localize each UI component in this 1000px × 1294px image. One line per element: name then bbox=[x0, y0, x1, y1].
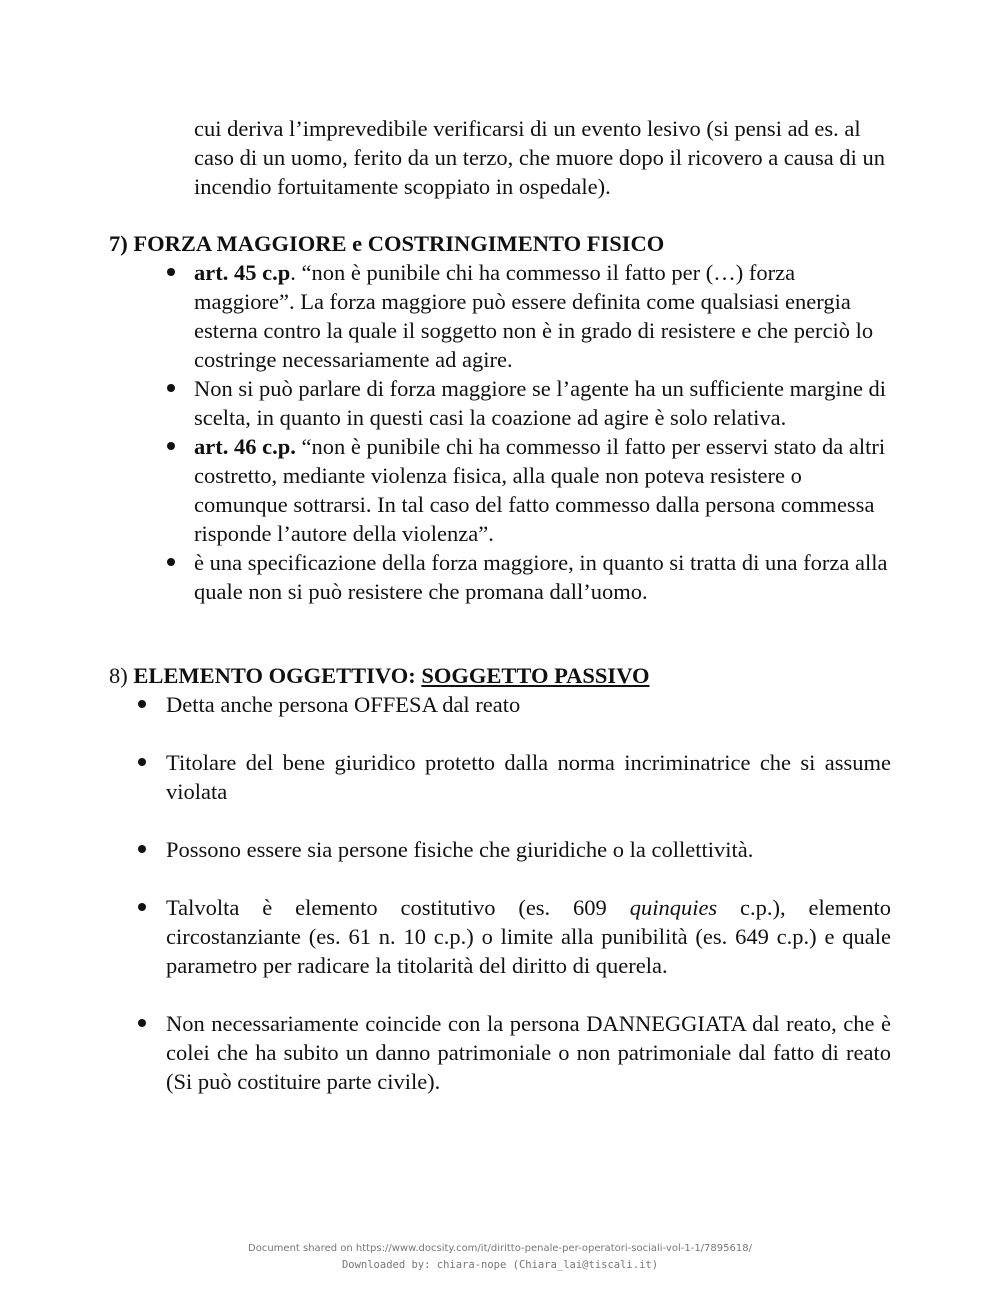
bullet-icon bbox=[138, 758, 146, 766]
section-heading-underlined: SOGGETTO PASSIVO bbox=[421, 663, 650, 688]
bullet-icon bbox=[138, 903, 146, 911]
continuation-paragraph: cui deriva l’imprevedibile verificarsi di un evento lesivo (si pensi ad es. al caso di un uomo, ferito da un terzo, che muore dopo il ricovero a causa di un incendio fortuitamente scoppiato in ospedale). bbox=[194, 116, 886, 199]
bullet-icon bbox=[167, 384, 175, 392]
footer-downloaded-by: Downloaded by: chiara-nope (Chiara_lai@tiscali.it) bbox=[341, 1259, 659, 1271]
list-item bbox=[166, 893, 891, 980]
list-item bbox=[166, 835, 891, 864]
bullet-icon bbox=[138, 1019, 146, 1027]
list-item-text: Titolare del bene giuridico protetto dalla norma incriminatrice che si assume violata bbox=[166, 750, 891, 804]
article-reference: art. 45 c.p bbox=[194, 260, 291, 285]
list-item-text: Possono essere sia persone fisiche che giuridiche o la collettività. bbox=[166, 837, 754, 862]
footer-shared-link[interactable]: Document shared on https://www.docsity.com/it/diritto-penale-per-operatori-sociali-vol-1-1/7895618/ bbox=[248, 1243, 752, 1254]
list-item bbox=[194, 258, 891, 374]
list-item bbox=[166, 748, 891, 806]
list-item-text: Detta anche persona OFFESA dal reato bbox=[166, 692, 521, 717]
section-7-heading: 7) FORZA MAGGIORE e COSTRINGIMENTO FISICO bbox=[109, 231, 665, 256]
list-item-text: è una specificazione della forza maggiore, in quanto si tratta di una forza alla quale non si può resistere che promana dall’uomo. bbox=[194, 550, 888, 604]
list-item-text: Talvolta è elemento costitutivo (es. 609 bbox=[166, 895, 630, 920]
list-item-text: Non necessariamente coincide con la persona DANNEGGIATA dal reato, che è colei che ha subito un danno patrimoniale o non patrimoniale dal fatto di reato (Si può costituire parte civile). bbox=[166, 1011, 891, 1094]
list-item-italic: quinquies bbox=[629, 895, 718, 920]
list-item-text: “non è punibile chi ha commesso il fatto per esservi stato da altri costretto, mediante violenza fisica, alla quale non poteva resistere o comunque sottrarsi. In tal caso del fatto commesso dalla persona commessa risponde l’autore della violenza”. bbox=[194, 434, 886, 546]
section-8-heading bbox=[109, 661, 650, 690]
list-item bbox=[166, 690, 891, 719]
section-8-list bbox=[166, 690, 891, 1125]
list-item-text: . “non è punibile chi ha commesso il fatto per (…) forza maggiore”. La forza maggiore può essere definita come qualsiasi energia esterna contro la quale il soggetto non è in grado di resistere e che perciò lo costringe necessariamente ad agire. bbox=[194, 260, 874, 372]
bullet-icon bbox=[167, 558, 175, 566]
section-number: 8) bbox=[109, 663, 134, 688]
list-item-text: Non si può parlare di forza maggiore se l’agente ha un sufficiente margine di scelta, in quanto in questi casi la coazione ad agire è solo relativa. bbox=[194, 376, 887, 430]
section-7-list bbox=[194, 258, 891, 606]
list-item-text: c.p.), elemento circostanziante (es. 61 n. 10 c.p.) o limite alla punibilità (es. 649 c.p.) e quale parametro per radicare la titolarità del diritto di querela. bbox=[166, 895, 891, 978]
section-heading-bold: ELEMENTO OGGETTIVO: bbox=[133, 663, 422, 688]
bullet-icon bbox=[138, 700, 146, 708]
list-item bbox=[194, 374, 891, 432]
bullet-icon bbox=[167, 442, 175, 450]
list-item bbox=[166, 1009, 891, 1096]
article-reference: art. 46 c.p. bbox=[194, 434, 296, 459]
list-item bbox=[194, 548, 891, 606]
bullet-icon bbox=[138, 845, 146, 853]
list-item bbox=[194, 432, 891, 548]
bullet-icon bbox=[167, 268, 175, 276]
